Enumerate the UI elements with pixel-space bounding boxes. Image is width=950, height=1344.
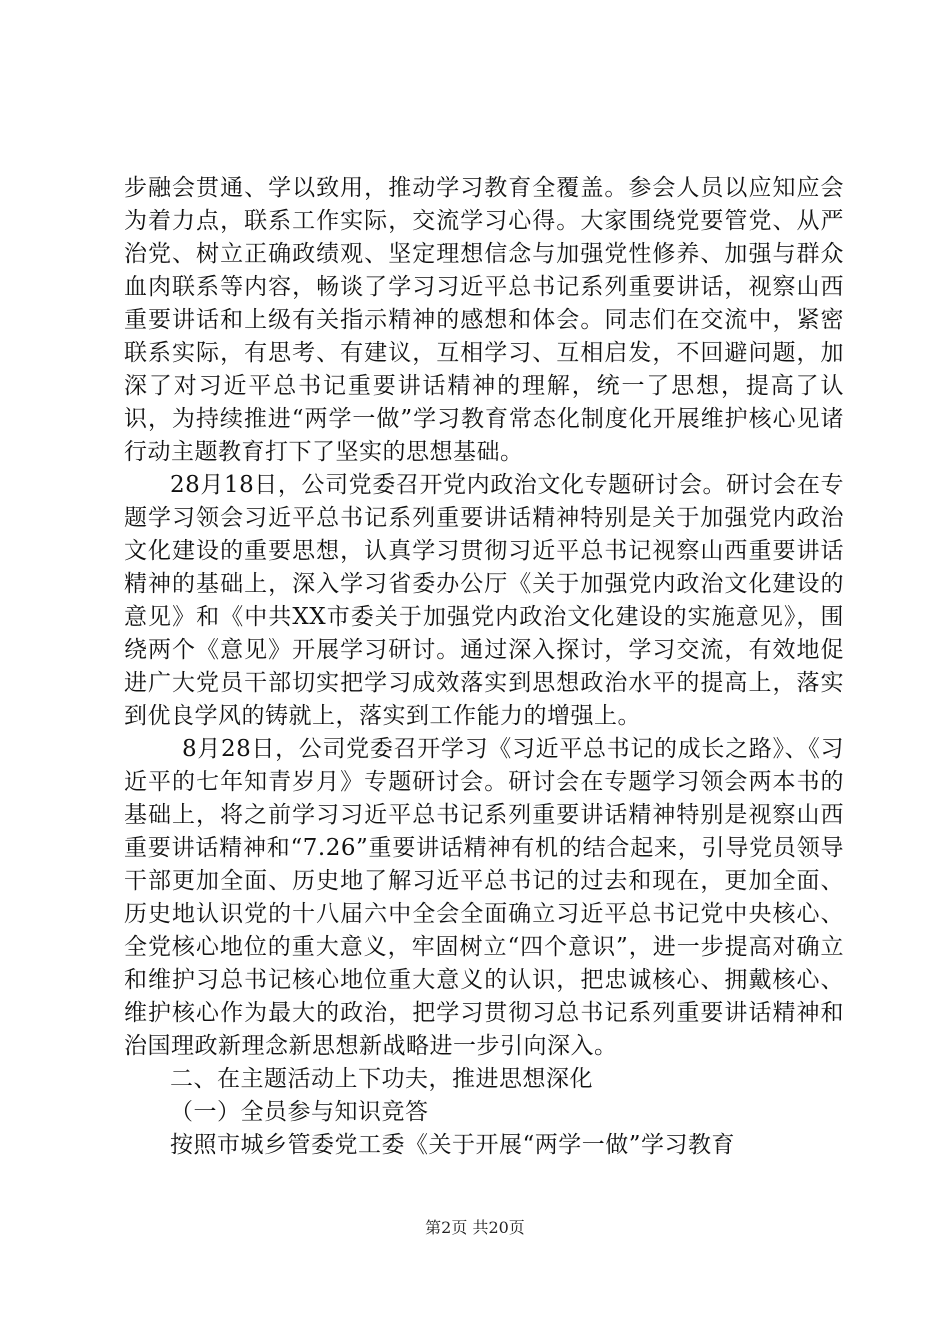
document-body	[124, 172, 844, 1162]
page-footer	[0, 1218, 950, 1238]
section-heading: 二、在主题活动上下功夫，推进思想深化	[170, 1066, 593, 1092]
subsection-heading: （一）全员参与知识竞答	[170, 1099, 429, 1125]
paragraph-quiz-intro: 按照市城乡管委党工委《关于开展“两学一做”学习教育	[170, 1132, 736, 1158]
page-number-label: 第2页 共20页	[425, 1218, 525, 1237]
paragraph-research-meeting: 28月18日，公司党委召开党内政治文化专题研讨会。研讨会在专题学习领会习近平总书记系列重要讲话精神特别是关于加强党内政治文化建设的重要思想，认真学习贯彻习近平总书记视察山西重要讲话精神的基础上，深入学习省委办公厅《关于加强党内政治文化建设的意见》和《中共XX市委关于加强党内政治文化建设的实施意见》，围绕两个《意见》开展学习研讨。通过深入探讨，学习交流，有效地促进广大党员干部切实把学习成效落实到思想政治水平的提高上，落实到优良学风的铸就上，落实到工作能力的增强上。	[124, 472, 844, 729]
paragraph-book-seminar: 8月28日，公司党委召开学习《习近平总书记的成长之路》、《习近平的七年知青岁月》专题研讨会。研讨会在专题学习领会两本书的基础上，将之前学习习近平总书记系列重要讲话精神特别是视察山西重要讲话精神和“7.26”重要讲话精神有机的结合起来，引导党员领导干部更加全面、历史地了解习近平总书记的过去和现在，更加全面、历史地认识党的十八届六中全会全面确立习近平总书记党中央核心、全党核心地位的重大意义，牢固树立“四个意识”，进一步提高对确立和维护习总书记核心地位重大意义的认识，把忠诚核心、拥戴核心、维护核心作为最大的政治，把学习贯彻习总书记系列重要讲话精神和治国理政新理念新思想新战略进一步引向深入。	[124, 736, 844, 1059]
paragraph-continuation: 步融会贯通、学以致用，推动学习教育全覆盖。参会人员以应知应会为着力点，联系工作实际，交流学习心得。大家围绕党要管党、从严治党、树立正确政绩观、坚定理想信念与加强党性修养、加强与群众血肉联系等内容，畅谈了学习习近平总书记系列重要讲话，视察山西重要讲话和上级有关指示精神的感想和体会。同志们在交流中，紧密联系实际，有思考、有建议，互相学习、互相启发，不回避问题，加深了对习近平总书记重要讲话精神的理解，统一了思想，提高了认识，为持续推进“两学一做”学习教育常态化制度化开展维护核心见诸行动主题教育打下了坚实的思想基础。	[124, 175, 844, 465]
